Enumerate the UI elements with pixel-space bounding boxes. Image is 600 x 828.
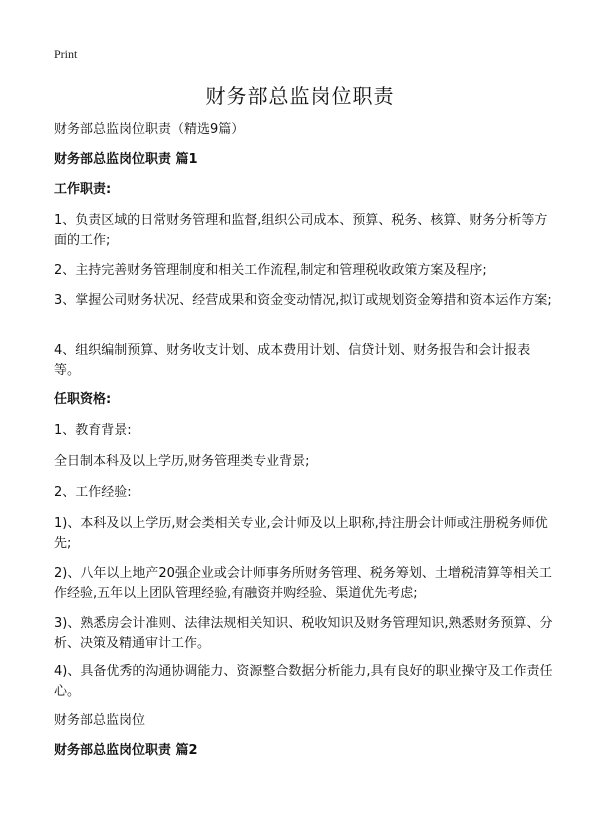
document-title: 财务部总监岗位职责 <box>205 84 395 108</box>
education-text: 全日制本科及以上学历,财务管理类专业背景; <box>54 454 310 469</box>
section-2-heading: 财务部总监岗位职责 篇2 <box>54 743 198 758</box>
closing-text: 财务部总监岗位 <box>54 713 146 728</box>
experience-item-4: 4)、具备优秀的沟通协调能力、资源整合数据分析能力,具有良好的职业操守及工作责任心。 <box>54 664 553 699</box>
experience-item-2: 2)、八年以上地产20强企业或会计师事务所财务管理、税务筹划、土增税清算等相关工作经验,五年以上团队管理经验,有融资并购经验、渠道优先考虑; <box>54 566 552 601</box>
experience-item-3: 3)、熟悉房会计准则、法律法规相关知识、税收知识及财务管理知识,熟悉财务预算、分析、决策及精通审计工作。 <box>54 616 553 651</box>
duty-item-1: 1、负责区域的日常财务管理和监督,组织公司成本、预算、税务、核算、财务分析等方面的工作; <box>54 213 548 248</box>
duty-item-3: 3、掌握公司财务状况、经营成果和资金变动情况,拟订或规划资金筹措和资本运作方案; <box>54 293 552 308</box>
experience-item-1: 1)、本科及以上学历,财会类相关专业,会计师及以上职称,持注册会计师或注册税务师优先; <box>54 516 548 551</box>
duty-item-4: 4、组织编制预算、财务收支计划、成本费用计划、信贷计划、财务报告和会计报表等。 <box>54 343 531 378</box>
duty-item-2: 2、主持完善财务管理制度和相关工作流程,制定和管理税收政策方案及程序; <box>54 263 487 278</box>
document-subtitle: 财务部总监岗位职责（精选9篇） <box>54 122 245 137</box>
qualifications-heading: 任职资格: <box>54 392 112 407</box>
duties-heading: 工作职责: <box>54 182 112 197</box>
education-label: 1、教育背景: <box>54 423 132 438</box>
experience-label: 2、工作经验: <box>54 485 132 500</box>
section-1-heading: 财务部总监岗位职责 篇1 <box>54 152 198 167</box>
print-label: Print <box>54 47 78 61</box>
